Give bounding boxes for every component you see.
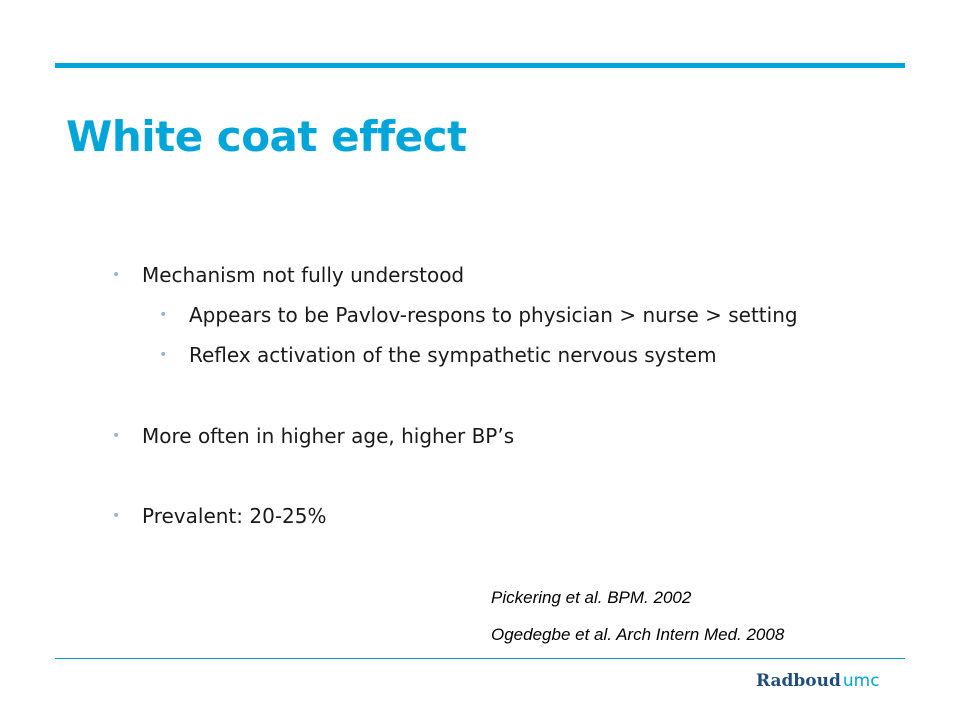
top-accent-bar (55, 63, 905, 68)
footer-divider (55, 658, 905, 659)
bullet-text: Prevalent: 20-25% (142, 504, 327, 528)
bullet-dot-icon: • (112, 508, 121, 524)
bullet-dot-icon: • (159, 347, 168, 363)
bullet-item (112, 502, 327, 530)
slide-title: White coat effect (66, 112, 467, 161)
bullet-dot-icon: • (159, 307, 168, 323)
bullet-text: More often in higher age, higher BP’s (142, 424, 515, 448)
bullet-item (112, 261, 465, 289)
radboudumc-logo (756, 671, 880, 691)
sub-bullet-item (159, 341, 717, 369)
logo-text-radboud: Radboud (756, 671, 841, 691)
bullet-text: Appears to be Pavlov-respons to physician > nurse > setting (189, 303, 798, 327)
reference-citation: Ogedegbe et al. Arch Intern Med. 2008 (491, 625, 785, 644)
bullet-item (112, 422, 515, 450)
bullet-dot-icon: • (112, 428, 121, 444)
bullet-text: Reflex activation of the sympathetic nervous system (189, 343, 717, 367)
reference-citation: Pickering et al. BPM. 2002 (491, 588, 692, 607)
bullet-text: Mechanism not fully understood (142, 263, 465, 287)
bullet-dot-icon: • (112, 267, 121, 283)
sub-bullet-item (159, 301, 798, 329)
logo-text-umc: umc (842, 671, 880, 691)
